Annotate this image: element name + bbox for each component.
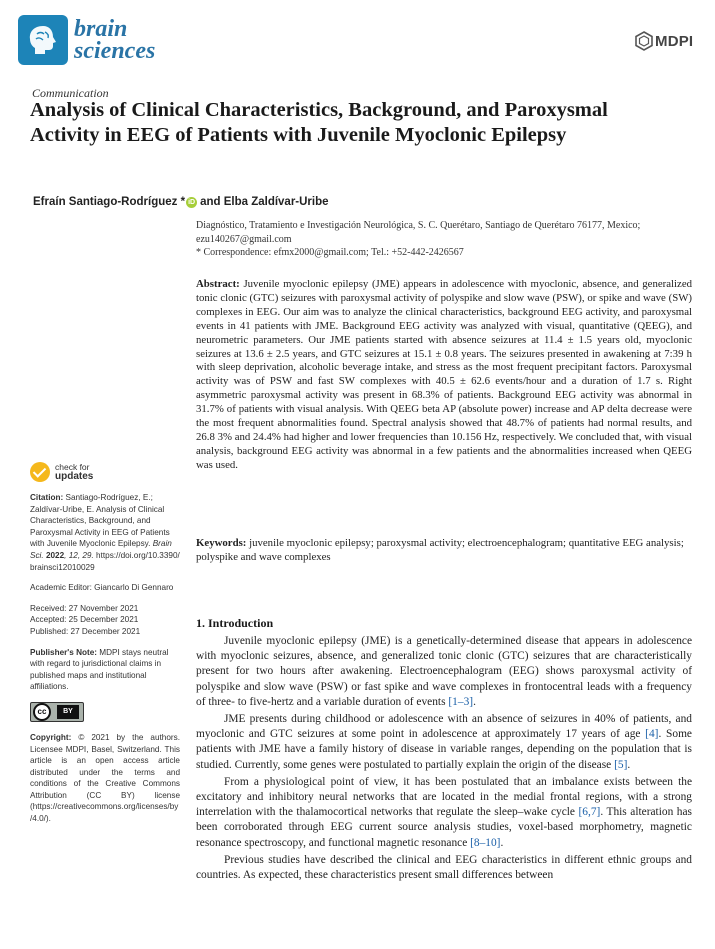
affiliation-line: Diagnóstico, Tratamiento e Investigación Neurológica, S. C. Querétaro, Santiago de Querétaro 76177, Mexico;: [196, 220, 641, 231]
copyright-label: Copyright:: [30, 732, 72, 742]
accepted-date: Accepted: 25 December 2021: [30, 615, 139, 625]
copyright: [30, 732, 180, 825]
cc-by-icon: BY: [57, 705, 79, 719]
paragraph: From a physiological point of view, it has been postulated that an imbalance exists between the excitatory and inhibitory neural networks that are located in the medial frontal regions, with a strong interrelation with the thalamocortical networks that regulate the sleep–wake cycle [6,7]. This alteration has been corroborated through EEG current source analysis studies, voxel-based morphometry, magnetic resonance spectroscopy, and functional magnetic resonance [8–10].: [196, 775, 692, 849]
copyright-text: © 2021 by the authors. Licensee MDPI, Basel, Switzerland. This article is an open access article distributed under the terms and conditions of the Creative Commons Attribution (CC BY) license (https://creativecommons.org/licenses/by/4.0/).: [30, 732, 180, 824]
citation-label: Citation:: [30, 493, 64, 502]
academic-editor: Academic Editor: Giancarlo Di Gennaro: [30, 583, 174, 593]
citation-link[interactable]: [1–3]: [448, 695, 474, 708]
received-date: Received: 27 November 2021: [30, 603, 139, 613]
introduction-body: [196, 634, 692, 885]
paragraph-text: . This alteration has been corroborated through EEG current source analysis studies, voxel-based morphometry, magnetic resonance spectroscopy, and functional magnetic resonance: [196, 806, 692, 849]
citation-text: Santiago-Rodríguez, E.; Zaldívar-Uribe, E. Analysis of Clinical Characteristics, Background, and Paroxysmal Activity in EEG of Patients with Juvenile Myoclonic Epilepsy.: [30, 493, 170, 549]
paragraph: [196, 853, 692, 883]
journal-name: [74, 18, 155, 62]
page-title: Analysis of Clinical Characteristics, Background, and Paroxysmal Activity in EEG of Patients with Juvenile Myoclonic Epilepsy: [30, 99, 608, 146]
publisher-note-text: MDPI stays neutral with regard to jurisdictional claims in published maps and institutional affiliations.: [30, 647, 169, 692]
paragraph-text: Previous studies have described the clinical and EEG characteristics in different ethnic groups and countries. As expected, these characteristics present small differences between: [196, 853, 692, 882]
brain-icon: [18, 15, 68, 65]
citation-doi-link[interactable]: https://doi.org/10.3390/brainsci12010029: [30, 550, 180, 572]
publisher-logo: [635, 28, 697, 54]
citation-link[interactable]: [8–10]: [470, 836, 501, 849]
keywords-text: juvenile myoclonic epilepsy; paroxysmal activity; electroencephalogram; quantitative EEG analysis; polyspike and wave complexes: [196, 537, 684, 563]
citation-link[interactable]: [4]: [645, 728, 659, 741]
mdpi-hexagon-icon: [635, 31, 653, 51]
check-updates-label: [55, 462, 93, 482]
abstract: [196, 278, 692, 473]
correspondence: * Correspondence: efmx2000@gmail.com; Tel.: +52-442-2426567: [196, 247, 464, 258]
citation-year: 2022: [45, 550, 65, 560]
authors: [33, 196, 329, 208]
paragraph-text: JME presents during childhood or adolescence with an absence of seizures in 40% of patients, and myoclonic and GTC seizures at some point in adolescence at approximately 17 years of age: [196, 713, 692, 741]
citation: [30, 492, 180, 573]
citation-volume: , 12, 29.: [64, 550, 94, 560]
creative-commons-icon: cc: [33, 703, 51, 721]
paragraph: Juvenile myoclonic epilepsy (JME) is a genetically-determined disease that appears in adolescence with myoclonic seizures, absence, and generalized tonic clonic (GTC) seizures that are characteristically present for two hours after awakening. Electroencephalogram (EEG) shows paroxysmal activity of polyspike and slow wave (PSW) or fast spike and wave complexes in frontocentral leads with a frequency of three- to five-hertz and a variable duration of events [1–3].: [196, 635, 692, 708]
author-2[interactable]: and Elba Zaldívar-Uribe: [200, 196, 329, 208]
paragraph-text: From a physiological point of view, it has been postulated that an imbalance exists between the excitatory and inhibitory neural networks that are located in the medial frontal regions, with a strong interrelation with the thalamocortical networks that regulate the sleep–wake cycle: [196, 775, 692, 819]
cc-by-license-badge[interactable]: [30, 702, 84, 722]
affiliation-email[interactable]: ezu140267@gmail.com: [196, 233, 292, 245]
section-heading-introduction: 1. Introduction: [196, 616, 274, 630]
publisher-name: MDPI: [655, 32, 694, 50]
publisher-note-label: Publisher's Note:: [30, 647, 98, 657]
published-date: Published: 27 December 2021: [30, 626, 141, 636]
check-for-updates-button[interactable]: [30, 462, 180, 482]
article-type: Communication: [32, 86, 109, 100]
sidebar: [30, 462, 180, 834]
check-updates-line1: check for: [55, 462, 90, 472]
journal-name-line1: brain: [74, 16, 128, 42]
keywords-label: Keywords:: [196, 537, 247, 549]
paragraph-text: . Some patients with JME have a family history of disease in variable ranges, depending on the population that is studied. Currently, some genes were postulated to partially explain the origin of the disease: [196, 728, 692, 771]
citation-link[interactable]: [6,7]: [578, 806, 601, 819]
affiliation: [196, 219, 686, 260]
citation-link[interactable]: [5]: [614, 758, 628, 771]
journal-logo: [18, 12, 178, 68]
orcid-icon[interactable]: iD: [188, 198, 196, 206]
checkmark-icon: [30, 462, 50, 482]
keywords: [196, 537, 692, 565]
paragraph: JME presents during childhood or adolescence with an absence of seizures in 40% of patients, and myoclonic and GTC seizures at some point in adolescence at approximately 17 years of age [4]. Some patients with JME have a family history of disease in variable ranges, depending on the population that is studied. Currently, some genes were postulated to partially explain the origin of the disease [5].: [196, 713, 692, 771]
author-1[interactable]: Efraín Santiago-Rodríguez *: [33, 196, 186, 208]
paragraph-text: Juvenile myoclonic epilepsy (JME) is a genetically-determined disease that appears in adolescence with myoclonic seizures, absence, and generalized tonic clonic (GTC) seizures that are characteristically present for two hours after awakening. Electroencephalogram (EEG) shows paroxysmal activity of polyspike and slow wave (PSW) or fast spike and wave complexes in frontocentral leads with a frequency of three- to five-hertz and a variable duration of events: [196, 635, 692, 708]
citation-journal: Brain Sci.: [30, 539, 172, 560]
journal-name-line2: sciences: [74, 38, 156, 64]
publisher-note: [30, 647, 180, 693]
abstract-label: Abstract:: [196, 278, 240, 290]
dates: [30, 603, 180, 638]
check-updates-line2: updates: [55, 471, 94, 482]
abstract-text: Juvenile myoclonic epilepsy (JME) appears in adolescence with myoclonic, absence, and generalized tonic clonic (GTC) seizures with paroxysmal activity of polyspike and slow wave (PSW), or spike and wave (SW) complexes in EEG. Our aim was to analyze the clinical characteristics, background EEG activity, and paroxysmal events in 41 patients with JME. Background EEG activity was analyzed with visual, quantitative (QEEG), and neurometric parameters. Our JME patients started with absence seizures at 11.4 ± 1.5 years old, myoclonic seizures at 13.6 ± 2.5 years, and GTC seizures at 15.1 ± 0.8 years. The seizures presented in awakening at 7:39 h with sleep deprivation, alcoholic beverage intake, and stress as the most frequent precipitant factors. Paroxysmal activity was of PSW and fast SW complexes with 40.5 ± 62.6 events/hour and a duration of 1.7 s. Right asymmetric paroxysmal activity was present in 68.3% of patients. Background EEG activity was abnormal in 31.7% of patients with visual analysis. With QEEG beta AP (absolute power) increase and AP delta decrease were the most frequent abnormalities found. Spectral analysis showed that 48.7% of patients had normal results, and 26.8 3% and 24.4% had higher and lower frequencies than 10.156 Hz, respectively. We concluded that, with visual analysis, background EEG activity was abnormal in a few patients and the abnormalities increased when QEEG was used.: [196, 278, 693, 471]
